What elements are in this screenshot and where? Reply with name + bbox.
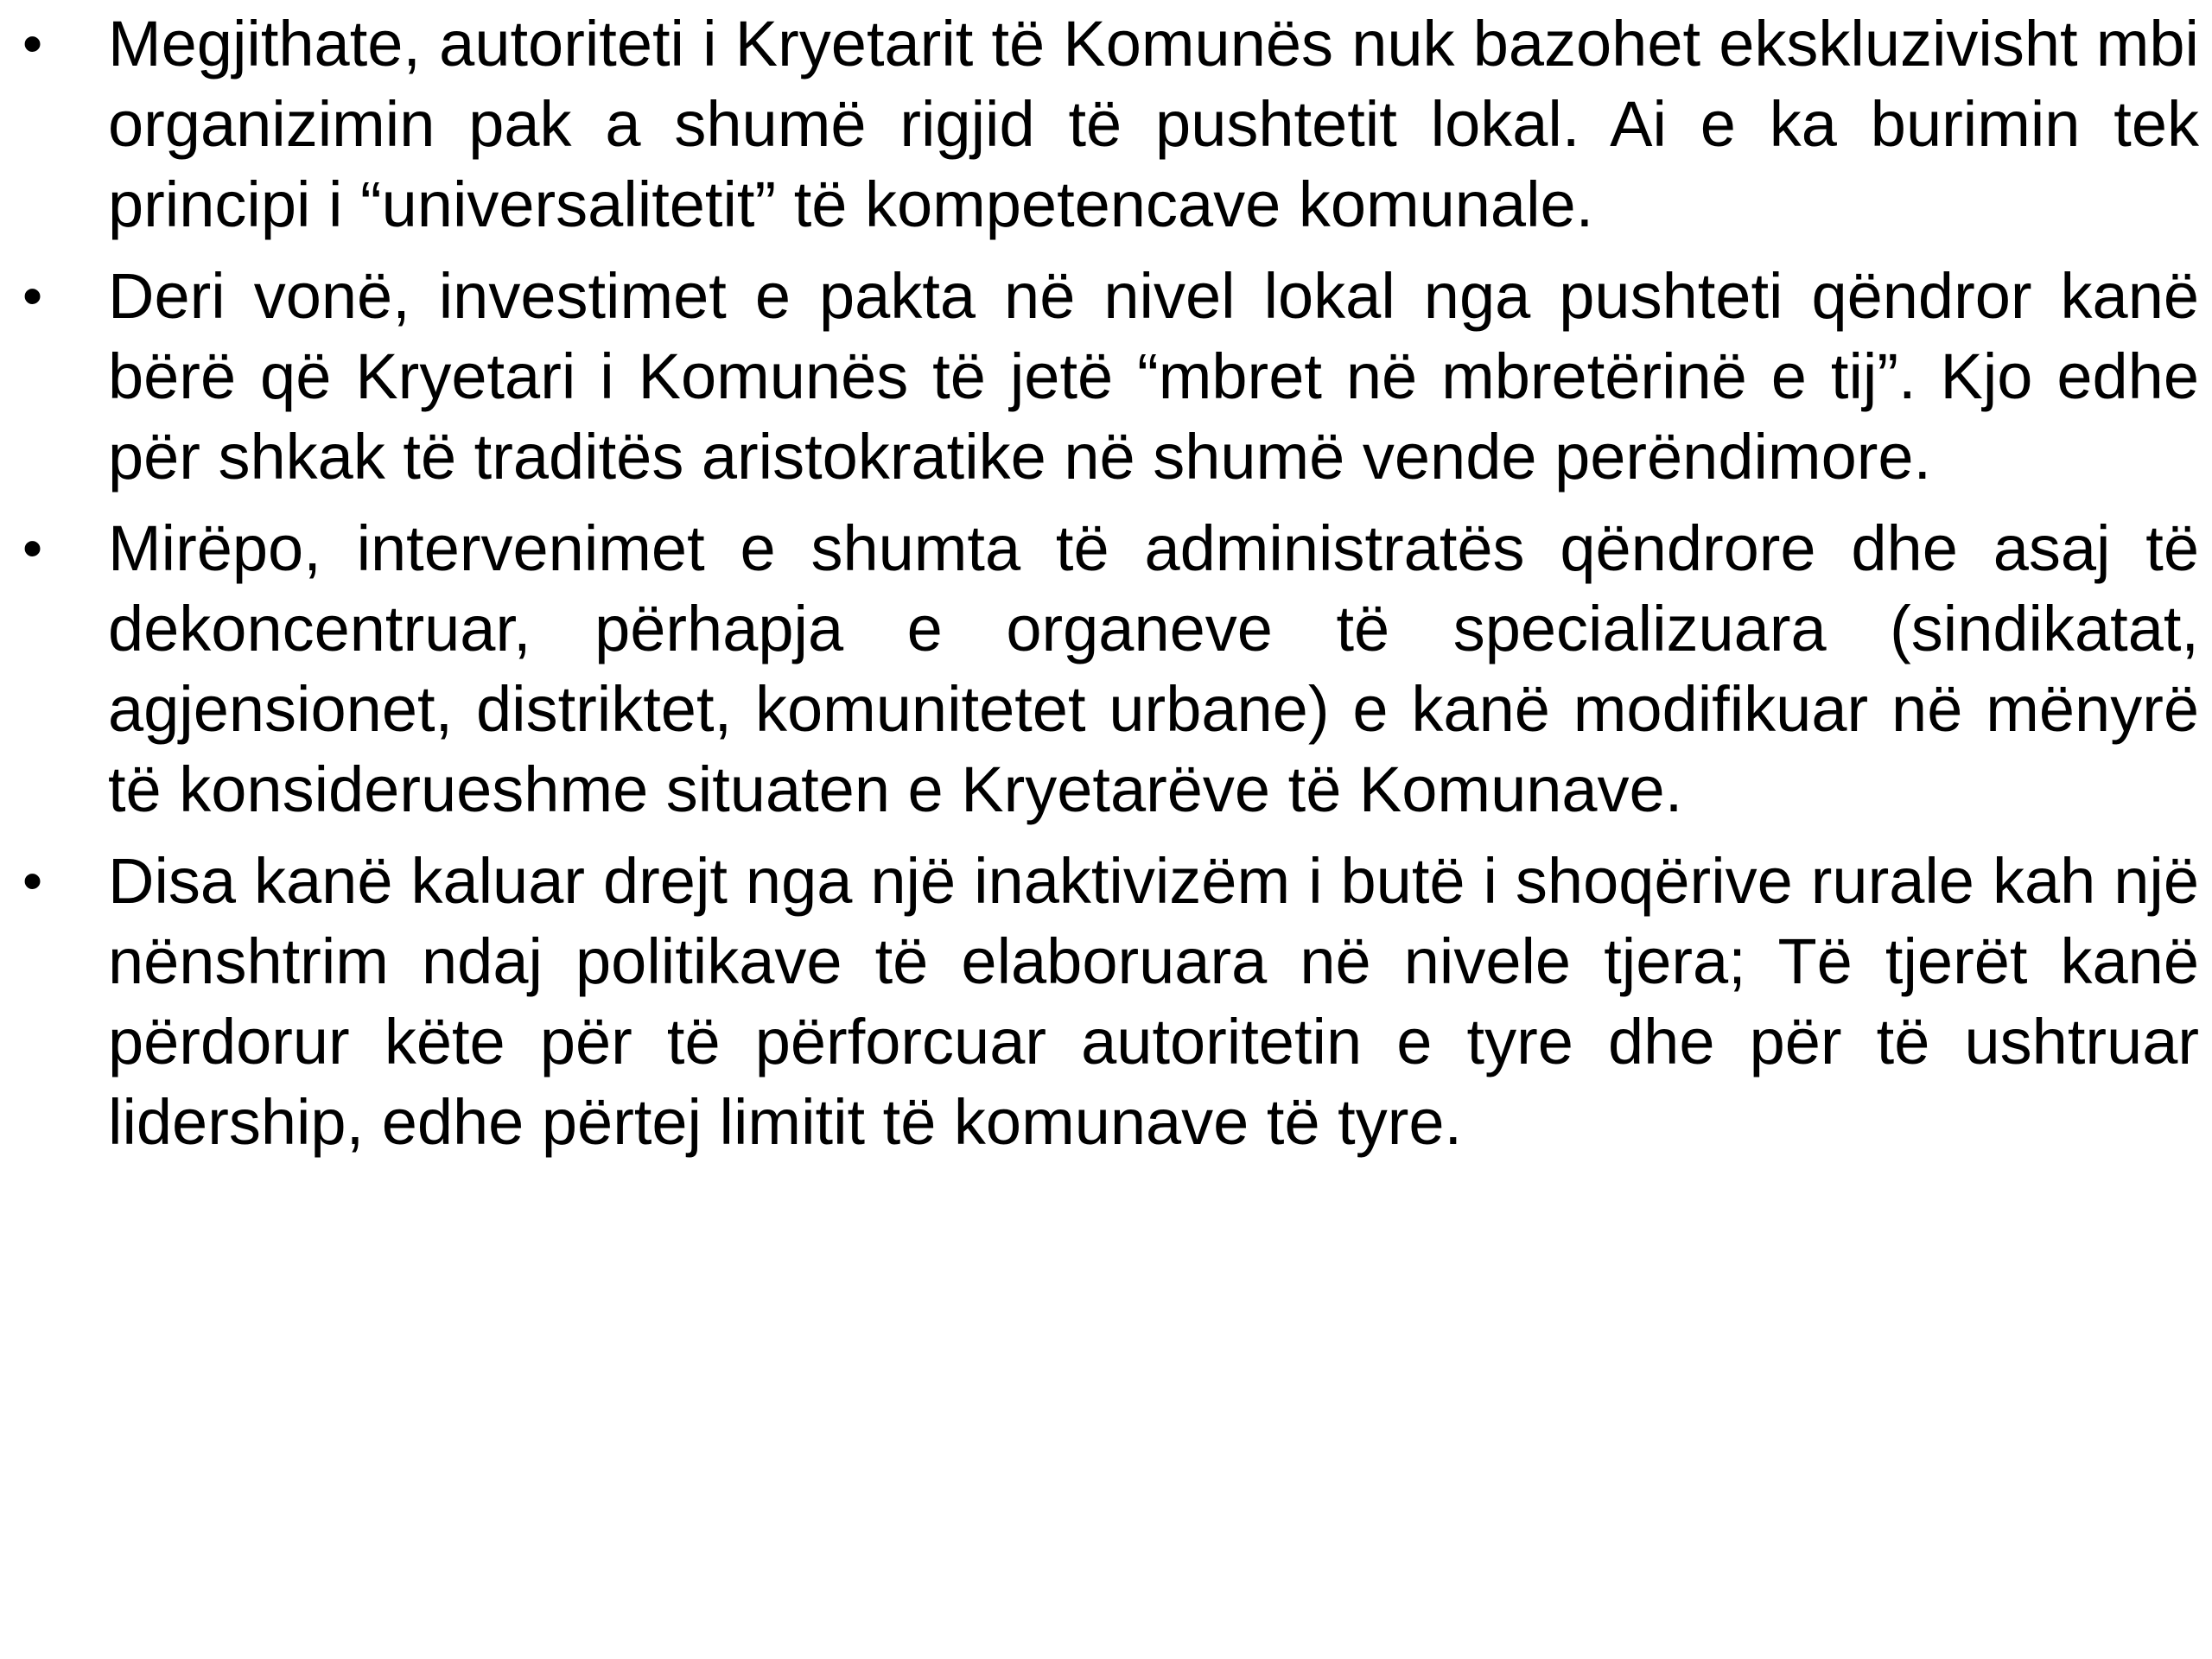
bullet-list [0,3,2199,1173]
bullet-text: Mirëpo, intervenimet e shumta të administratës qëndrore dhe asaj të dekoncentruar, përhapja e organeve të specializuara (sindikatat, agjensionet, distriktet, komunitetet urbane) e kanë modifikuar në mënyrë të konsiderueshme situaten e Kryetarëve të Komunave. [108,512,2199,825]
bullet-text: Deri vonë, investimet e pakta në nivel lokal nga pushteti qëndror kanë bërë që Kryetari i Komunës të jetë “mbret në mbretërinë e tij”. Kjo edhe për shkak të traditës aristokratike në shumë vende perëndimore. [108,260,2199,493]
bullet-point-icon: • [22,516,43,580]
bullet-item-1 [0,3,2199,245]
bullet-point-icon: • [22,11,43,75]
bullet-text: Megjithate, autoriteti i Kryetarit të Komunës nuk bazohet ekskluzivisht mbi organizimin pak a shumë rigjid të pushtetit lokal. Ai e ka burimin tek principi i “universalitetit” të kompetencave komunale. [108,8,2199,240]
bullet-item-4 [0,841,2199,1162]
bullet-text: Disa kanë kaluar drejt nga një inaktivizëm i butë i shoqërive rurale kah një nënshtrim ndaj politikave të elaboruara në nivele tjera; Të tjerët kanë përdorur këte për të përforcuar autoritetin e tyre dhe për të ushtruar lidership, edhe përtej limitit të komunave të tyre. [108,845,2199,1158]
bullet-point-icon: • [22,264,43,327]
bullet-item-3 [0,508,2199,830]
bullet-item-2 [0,256,2199,497]
bullet-point-icon: • [22,849,43,912]
